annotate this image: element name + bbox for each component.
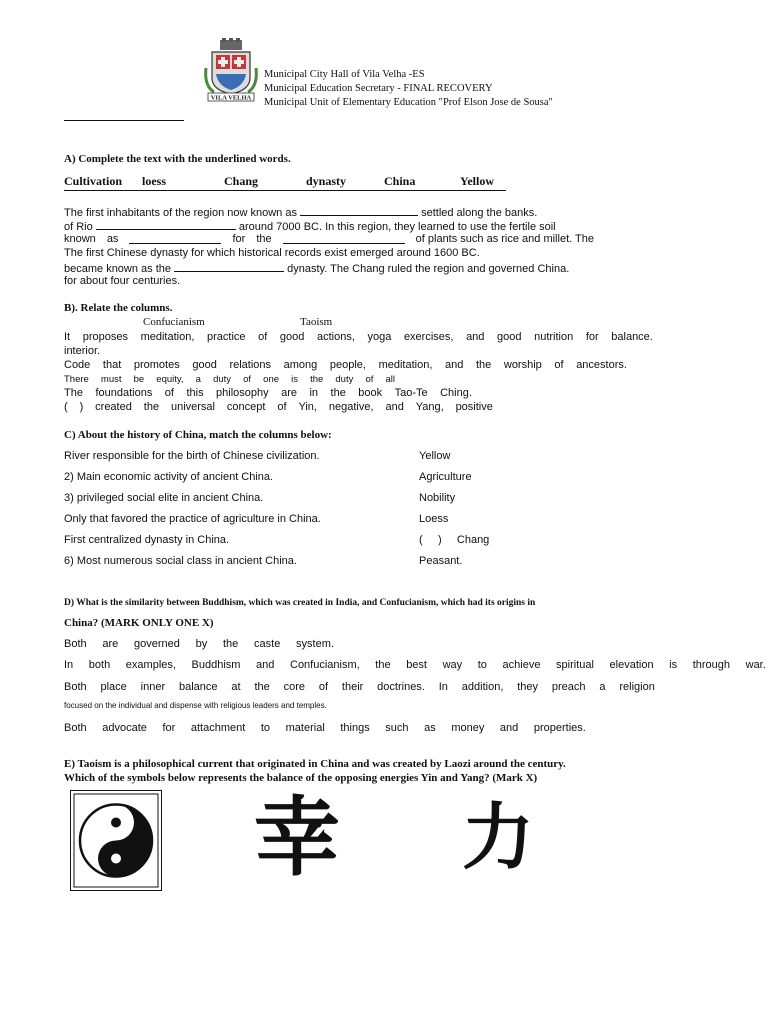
word: way — [442, 659, 463, 671]
match-right-3[interactable]: Nobility — [419, 492, 456, 504]
logo-text: VILA VELHA — [210, 94, 252, 102]
word: Yang, — [415, 401, 444, 413]
section-a-title: A) Complete the text with the underlined words. — [64, 153, 291, 165]
word: achieve — [502, 659, 541, 671]
word: Yin, — [298, 401, 317, 413]
word: duty — [335, 374, 354, 385]
word: the — [222, 638, 239, 650]
word-dynasty: dynasty — [306, 174, 347, 188]
word: be — [133, 374, 145, 385]
word: of — [164, 387, 174, 399]
word: good — [497, 331, 522, 343]
word: In — [438, 681, 448, 693]
option-3[interactable] — [64, 681, 655, 693]
section-a-line-2: of Rio around 7000 BC. In this region, they learned to use the fertile soil — [64, 221, 556, 233]
word-china: China — [384, 174, 416, 188]
section-e-title-2: Which of the symbols below represents the balance of the opposing energies Yin and Yang? (Mark X) — [64, 772, 538, 784]
word: inner — [140, 681, 166, 693]
word: yoga — [367, 331, 392, 343]
word: concept — [226, 401, 266, 413]
word: they — [517, 681, 539, 693]
word: core — [283, 681, 305, 693]
word: such — [385, 722, 409, 734]
word: philosophy — [216, 387, 269, 399]
word: ) — [79, 401, 84, 413]
match-right-5[interactable]: ( ) Chang — [419, 534, 490, 546]
word: the — [310, 374, 324, 385]
word: Tao-Te — [394, 387, 428, 399]
word: is — [669, 659, 678, 671]
word: examples, — [125, 659, 176, 671]
word: Ching. — [440, 387, 472, 399]
word: good — [279, 331, 305, 343]
word: their — [341, 681, 364, 693]
word: both — [88, 659, 111, 671]
word: and — [445, 359, 464, 371]
blank-5[interactable] — [174, 261, 284, 272]
word-loess: loess — [142, 174, 166, 188]
word: elevation — [609, 659, 654, 671]
word: and — [385, 401, 404, 413]
match-right-2[interactable]: Agriculture — [419, 471, 472, 483]
word: The — [64, 387, 83, 399]
word: meditation, — [140, 331, 195, 343]
word: money — [451, 722, 485, 734]
relate-item-1 — [64, 331, 653, 343]
word: the — [330, 387, 346, 399]
word: through — [692, 659, 731, 671]
word-cultivation: Cultivation — [64, 174, 123, 188]
student-name-line[interactable] — [64, 120, 184, 121]
chinese-character-happiness[interactable]: 幸 — [254, 790, 340, 886]
column-taoism: Taoism — [300, 316, 333, 328]
word: at — [231, 681, 241, 693]
word: the — [475, 359, 492, 371]
section-b-title: B). Relate the columns. — [64, 302, 173, 314]
relate-item-2 — [64, 359, 627, 371]
word: actions, — [316, 331, 355, 343]
word: of — [554, 359, 564, 371]
word: balance. — [611, 331, 653, 343]
word: universal — [170, 401, 215, 413]
word: for — [162, 722, 176, 734]
match-left-4: Only that favored the practice of agriculture in China. — [64, 513, 321, 525]
word: by — [195, 638, 208, 650]
word: place — [100, 681, 127, 693]
word: advocate — [102, 722, 147, 734]
header-line-3: Municipal Unit of Elementary Education "Prof Elson Jose de Sousa" — [264, 97, 553, 108]
word: relations — [229, 359, 272, 371]
section-e-title: E) Taoism is a philosophical current that originated in China and was created by Laozi around the century. — [64, 758, 566, 770]
word: attachment — [190, 722, 246, 734]
word: best — [406, 659, 427, 671]
word: the — [143, 401, 160, 413]
word: properties. — [533, 722, 586, 734]
match-left-1: River responsible for the birth of Chinese civilization. — [64, 450, 320, 462]
match-right-1[interactable]: Yellow — [419, 450, 451, 462]
yin-yang-icon — [71, 791, 161, 890]
city-coat-of-arms-logo — [204, 38, 258, 102]
relate-item-1-cont: interior. — [64, 345, 101, 357]
word: governed — [134, 638, 180, 650]
word: as — [424, 722, 436, 734]
word: practice — [206, 331, 246, 343]
word: and — [499, 722, 519, 734]
section-a-line-3: known as for the of plants such as rice and millet. The — [64, 233, 594, 245]
word: all — [385, 374, 395, 385]
word: equity, — [156, 374, 184, 385]
word: the — [375, 659, 391, 671]
word: of — [365, 374, 374, 385]
word: addition, — [461, 681, 504, 693]
match-right-6[interactable]: Peasant. — [419, 555, 463, 567]
blank-3[interactable] — [129, 233, 221, 244]
word: ancestors. — [576, 359, 627, 371]
yin-yang-option[interactable] — [70, 790, 162, 891]
relate-item-4 — [64, 387, 472, 399]
word: to — [477, 659, 487, 671]
word-chang: Chang — [224, 174, 259, 188]
match-left-3: 3) privileged social elite in ancient China. — [64, 492, 264, 504]
word: ( — [64, 401, 68, 413]
word: for — [585, 331, 599, 343]
match-left-5: First centralized dynasty in China. — [64, 534, 230, 546]
word: one — [263, 374, 280, 385]
word: duty — [213, 374, 232, 385]
match-right-4[interactable]: Loess — [419, 513, 449, 525]
section-a-line-4: The first Chinese dynasty for which historical records exist emerged around 1600 BC. — [64, 247, 480, 259]
word: material — [285, 722, 325, 734]
match-left-6: 6) Most numerous social class in ancient China. — [64, 555, 297, 567]
word: preach — [551, 681, 586, 693]
word: of — [258, 331, 268, 343]
option-4[interactable] — [64, 722, 586, 734]
option-2[interactable] — [64, 659, 766, 671]
word: and — [256, 659, 275, 671]
word-bank — [64, 174, 506, 191]
match-left-2: 2) Main economic activity of ancient China. — [64, 471, 274, 483]
word: that — [102, 359, 122, 371]
word: of — [277, 401, 287, 413]
chinese-character-strength[interactable]: 力 — [462, 798, 535, 878]
word: good — [192, 359, 217, 371]
word: system. — [296, 638, 334, 650]
section-d-title-2: China? (MARK ONLY ONE X) — [64, 617, 214, 629]
word: proposes — [82, 331, 128, 343]
section-c-title: C) About the history of China, match the columns below: — [64, 429, 332, 441]
word: a — [599, 681, 606, 693]
relate-item-3 — [64, 374, 395, 385]
section-d-title: D) What is the similarity between Buddhism, which was created in India, and Confucianism, which had its origins in — [64, 598, 536, 608]
option-3-cont: focused on the individual and dispense with religious leaders and temples. — [64, 701, 327, 710]
word: people, — [329, 359, 366, 371]
word: doctrines. — [377, 681, 425, 693]
word: of — [243, 374, 252, 385]
word: spiritual — [556, 659, 594, 671]
section-a-line-6: for about four centuries. — [64, 275, 181, 287]
word: negative, — [328, 401, 374, 413]
section-a-line-5: became known as the dynasty. The Chang ruled the region and governed China. — [64, 263, 570, 275]
word: and — [466, 331, 485, 343]
word: this — [186, 387, 204, 399]
word: religion — [619, 681, 655, 693]
word: exercises, — [403, 331, 454, 343]
word: balance — [178, 681, 218, 693]
word: to — [260, 722, 271, 734]
option-1[interactable] — [64, 638, 334, 650]
relate-item-5 — [64, 401, 493, 413]
word: It — [64, 331, 71, 343]
blank-2[interactable] — [96, 219, 236, 230]
word: must — [100, 374, 122, 385]
word: positive — [455, 401, 493, 413]
header-line-2: Municipal Education Secretary - FINAL RECOVERY — [264, 83, 493, 94]
word: promotes — [133, 359, 180, 371]
word: are — [102, 638, 119, 650]
header-line-1: Municipal City Hall of Vila Velha -ES — [264, 69, 425, 80]
blank-4[interactable] — [283, 233, 405, 244]
word: Buddhism — [191, 659, 241, 671]
word: book — [358, 387, 383, 399]
word: is — [291, 374, 298, 385]
word: meditation, — [378, 359, 433, 371]
word: created — [95, 401, 132, 413]
word: Both — [64, 722, 87, 734]
word: There — [64, 374, 89, 385]
word: nutrition — [534, 331, 574, 343]
word: caste — [254, 638, 281, 650]
word: are — [281, 387, 298, 399]
word: of — [318, 681, 329, 693]
word: a — [195, 374, 201, 385]
word: Code — [64, 359, 91, 371]
blank-1[interactable] — [300, 205, 418, 216]
column-confucianism: Confucianism — [143, 316, 205, 328]
word: things — [340, 722, 370, 734]
word: Confucianism, — [290, 659, 360, 671]
word: Both — [64, 638, 87, 650]
word: the — [254, 681, 270, 693]
word: Both — [64, 681, 87, 693]
word: war. — [745, 659, 766, 671]
section-a-line-1: The first inhabitants of the region now known as settled along the banks. — [64, 207, 538, 219]
word: In — [64, 659, 74, 671]
word: in — [309, 387, 319, 399]
word: among — [283, 359, 318, 371]
word: worship — [503, 359, 542, 371]
word-yellow: Yellow — [460, 174, 494, 188]
word: foundations — [95, 387, 153, 399]
